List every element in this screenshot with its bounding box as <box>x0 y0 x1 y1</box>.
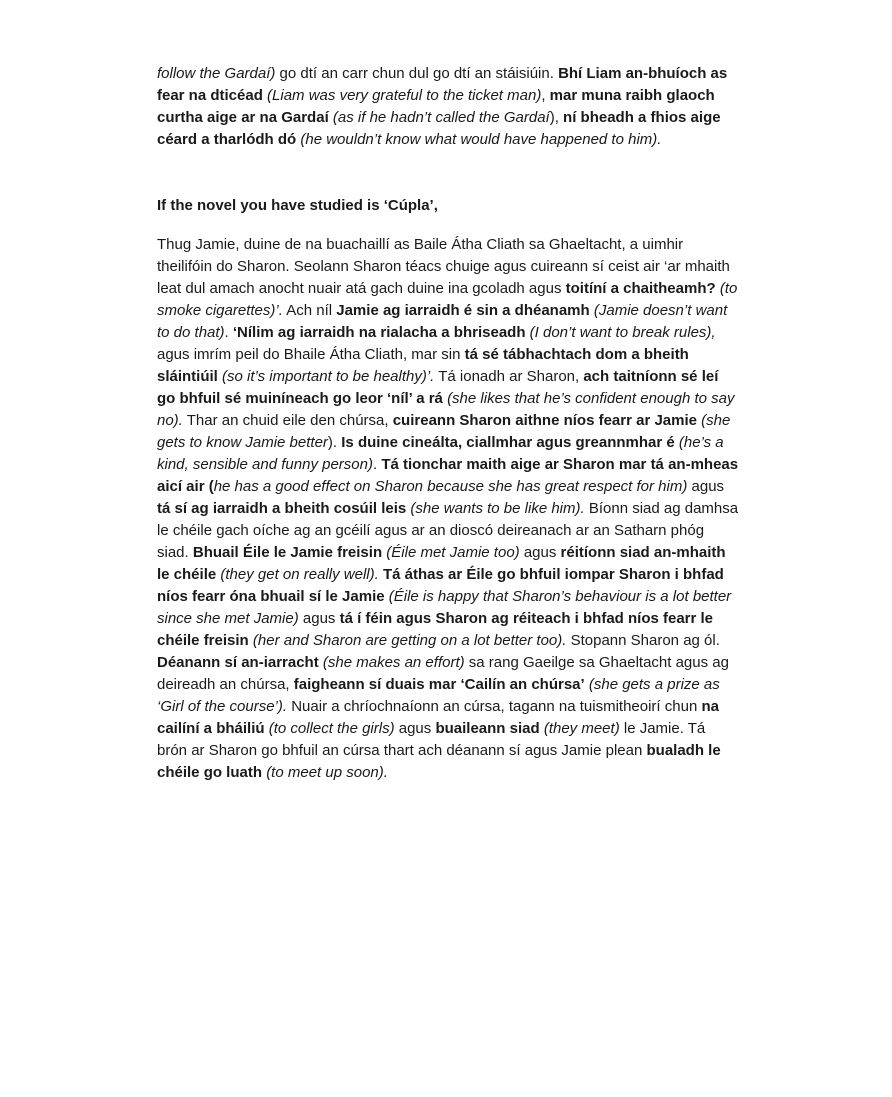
text-run: ). <box>327 434 342 451</box>
text-run: (so it’s important to be healthy)’. <box>222 368 435 385</box>
text-run: cuireann Sharon aithne níos fearr ar Jamie <box>392 412 697 429</box>
text-run: ), <box>549 109 564 126</box>
text-run: (they meet) <box>543 720 620 737</box>
text-run: Tá tionchar maith aige ar Sharon mar tá an-mheas aicí air ( <box>157 456 739 495</box>
text-run: , <box>541 87 550 104</box>
text-run: Nuair a chríochnaíonn an cúrsa, tagann na tuismitheoirí chun <box>287 698 702 715</box>
text-run: toitíní a chaitheamh? <box>565 280 716 297</box>
text-run: agus <box>394 720 436 737</box>
text-run: (Éile is happy that Sharon’s behaviour is a lot better since she met Jamie) <box>157 588 732 627</box>
text-run: tá í féin agus Sharon ag réiteach i bhfad níos fearr le chéile freisin <box>157 610 714 649</box>
text-run: faigheann sí duais mar ‘Cailín an chúrsa’ <box>293 676 585 693</box>
text-run: (to smoke cigarettes)’. <box>157 280 738 319</box>
text-run: tá sé tábhachtach dom a bheith sláintiúil <box>157 346 689 385</box>
text-run: Bhí Liam an-bhuíoch as fear na dticéad <box>157 65 728 104</box>
text-run: (she wants to be like him). <box>410 500 585 517</box>
text-run: (her and Sharon are getting on a lot better too). <box>252 632 567 649</box>
text-run: (Liam was very grateful to the ticket man) <box>267 87 542 104</box>
text-run: (Jamie doesn’t want to do that) <box>157 302 728 341</box>
text-run: Thug Jamie, duine de na buachaillí as Baile Átha Cliath sa Ghaeltacht, a uimhir theilifóin do Sharon. Seolann Sharon téacs chuige agus cuireann sí ceist air ‘ar mhaith leat dul amach anocht nuair atá gach duine ina gcoladh agus <box>157 236 730 297</box>
text-run: (she makes an effort) <box>322 654 465 671</box>
text-run: tá sí ag iarraidh a bheith cosúil leis <box>157 500 407 517</box>
text-run: Thar an chuid eile den chúrsa, <box>182 412 393 429</box>
text-run: réitíonn siad an-mhaith le chéile <box>157 544 726 583</box>
text-run: agus imrím peil do Bhaile Átha Cliath, mar sin <box>157 346 465 363</box>
text-run: (Éile met Jamie too) <box>386 544 520 561</box>
text-run: mar muna raibh glaoch curtha aige ar na Gardaí <box>157 87 715 126</box>
text-run: bualadh le chéile go luath <box>157 742 721 781</box>
text-run: Jamie ag iarraidh é sin a dhéanamh <box>336 302 590 319</box>
text-run: Is duine cineálta, ciallmhar agus greannmhar é <box>341 434 675 451</box>
intro-paragraph <box>157 63 739 151</box>
text-run: ach taitníonn sé leí go bhfuil sé muiníneach go leor ‘níl’ a rá <box>157 368 719 407</box>
text-run: agus <box>687 478 725 495</box>
text-run: Tá ionadh ar Sharon, <box>434 368 584 385</box>
text-run: Stopann Sharon ag ól. <box>566 632 720 649</box>
text-run: (he wouldn’t know what would have happened to him). <box>300 131 662 148</box>
text-run: agus <box>519 544 561 561</box>
text-run: Ach níl <box>282 302 337 319</box>
text-run: Déanann sí an-iarracht <box>157 654 319 671</box>
text-run: go dtí an carr chun dul go dtí an stáisiúin. <box>275 65 559 82</box>
document-page <box>157 63 739 784</box>
text-run: (to collect the girls) <box>268 720 395 737</box>
text-run: Bíonn siad ag damhsa le chéile gach oíche ag an gcéilí agus ar an dioscó deireanach ar an Satharn phóg siad. <box>157 500 739 561</box>
text-run: (she gets a prize as ‘Girl of the course’). <box>157 676 720 715</box>
text-run: (she gets to know Jamie better <box>157 412 731 451</box>
section-heading: If the novel you have studied is ‘Cúpla’, <box>157 197 438 214</box>
text-run: buaileann siad <box>435 720 540 737</box>
text-run: (as if he hadn’t called the Gardaí <box>332 109 550 126</box>
text-run: (to meet up soon). <box>266 764 388 781</box>
text-run: le Jamie. Tá brón ar Sharon go bhfuil an cúrsa thart ach déanann sí agus Jamie plean <box>157 720 706 759</box>
text-run: . <box>224 324 233 341</box>
text-run: na cailíní a bháiliú <box>157 698 719 737</box>
text-run: . <box>372 456 382 473</box>
text-run: ‘Nílim ag iarraidh na rialacha a bhriseadh <box>232 324 526 341</box>
text-run: (he’s a kind, sensible and funny person) <box>157 434 724 473</box>
text-run: (I don’t want to break rules), <box>529 324 716 341</box>
text-run: (she likes that he’s confident enough to say no). <box>157 390 735 429</box>
text-run: Tá áthas ar Éile go bhfuil iompar Sharon i bhfad níos fearr óna bhuail sí le Jamie <box>157 566 724 605</box>
text-run: follow the Gardaí) <box>157 65 276 82</box>
text-run: he has a good effect on Sharon because she has great respect for him) <box>213 478 688 495</box>
text-run: agus <box>298 610 340 627</box>
text-run: Bhuail Éile le Jamie freisin <box>192 544 383 561</box>
text-run: ní bheadh a fhios aige céard a tharlódh dó <box>157 109 721 148</box>
text-run: sa rang Gaeilge sa Ghaeltacht agus ag deireadh an chúrsa, <box>157 654 729 693</box>
text-run: (they get on really well). <box>220 566 379 583</box>
main-paragraph <box>157 234 739 784</box>
